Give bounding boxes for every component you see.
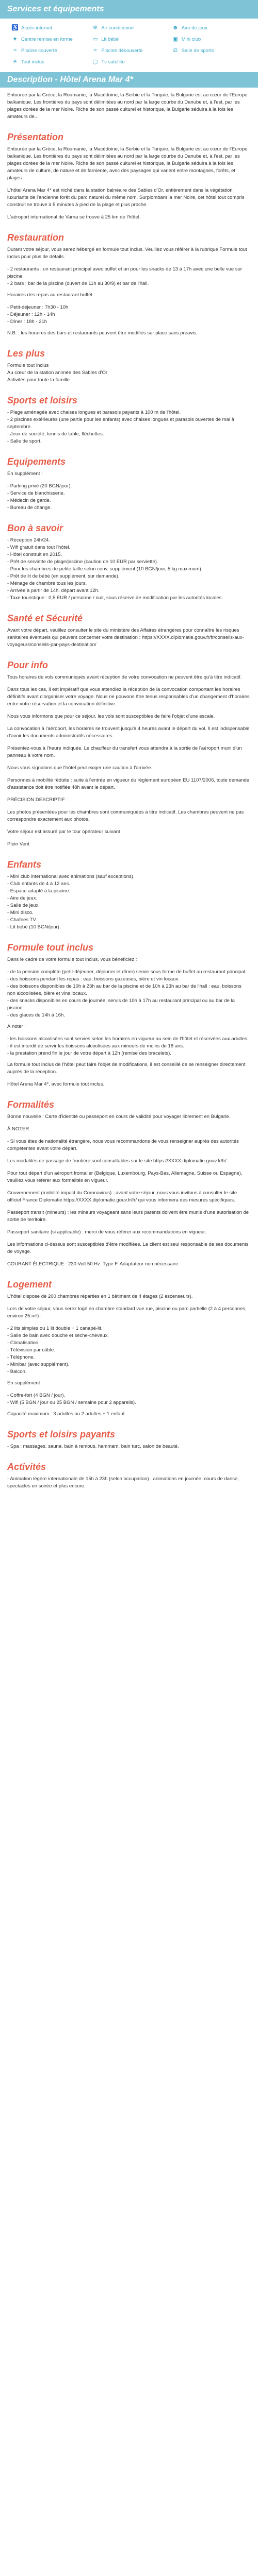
list-item: - Pour les chambres de petite taille selon conv. supplément (10 BGN/jour, 5 kg maximum). [7, 566, 203, 572]
section-paragraph: Dans tous les cas, il est impératif que vous attendiez la réception de la convocation comportant les horaires définitifs avant d'organiser votre voyage. Nous ne pouvons être tenus responsables d'un changement d'horaires entre votre réservation et la convocation définitive. [7, 687, 250, 707]
section-list [7, 537, 251, 602]
list-item: - Hôtel construit en 2015. [7, 552, 62, 557]
equipment-item [11, 59, 86, 65]
section-title: Sports et loisirs payants [7, 1429, 116, 1439]
list-item: - Salle de bain avec douche et sèche-cheveux. [7, 1333, 109, 1338]
section-paragraph: Votre séjour est assuré par le tour opérateur suivant : [7, 829, 123, 835]
services-heading: Services et équipements [0, 0, 258, 19]
snowflake-icon: ❄ [92, 25, 98, 31]
description-content [0, 88, 258, 1490]
list-item: - des snacks disponibles en cours de journée, servis de 10h à 17h au restaurant principal ou au bar de la piscine. [7, 998, 235, 1011]
equipment-label: Tv satellite [101, 59, 125, 65]
list-item: - Médecin de garde. [7, 498, 51, 503]
section-title: Equipements [7, 456, 66, 467]
section-title: Pour info [7, 660, 48, 670]
equipment-grid [0, 19, 258, 72]
section-list [7, 304, 251, 326]
list-item: Formule tout inclus [7, 363, 49, 368]
section-paragraph: Passeport sanitaire (si applicable) : merci de vous référer aux recommandations en vigueur. [7, 1229, 206, 1235]
list-item: - Déjeuner : 12h - 14h [7, 312, 55, 317]
section-list [7, 1392, 251, 1406]
section-title: Activités [7, 1462, 46, 1472]
section-paragraph: Les photos présentées pour les chambres sont communiquées à titre indicatif. Les chambres peuvent ne pas correspondre exactement aux photos. [7, 809, 244, 822]
list-item: - de la pension complète (petit-déjeuner, déjeuner et dîner) servie sous forme de buffet au restaurant principal. [7, 969, 247, 975]
list-item: - Parking privé (20 BGN/jour). [7, 483, 72, 489]
section-paragraph: À noter : [7, 1024, 26, 1029]
list-item: - Espace adapté à la piscine. [7, 888, 70, 894]
section-paragraph: - Si vous êtes de nationalité étrangère, nous vous recommandons de vous renseigner auprès des autorités compétentes avant votre départ. [7, 1139, 239, 1151]
section-list [7, 483, 251, 512]
section-title: Restauration [7, 232, 64, 243]
section-paragraph: En supplément : [7, 1380, 43, 1386]
equipment-item [91, 59, 166, 65]
section-paragraph: Les informations ci-dessus sont susceptibles d'être modifiées. Le client est seul responsable de ses documents de voyage. [7, 1242, 249, 1255]
description-heading: Description - Hôtel Arena Mar 4* [0, 72, 258, 88]
section-paragraph: Horaires des repas au restaurant buffet : [7, 292, 95, 298]
section-paragraph: Présentez-vous à l'heure indiquée. Le chauffeur du transfert vous attendra à la sortie de l'aéroport muni d'un panneau à votre nom. [7, 745, 242, 758]
equipment-item [172, 47, 247, 54]
section-paragraph: N.B. : les horaires des bars et restaurants peuvent être modifiés sur place sans préavis. [7, 330, 198, 336]
list-item: - Mini club international avec animations (sauf exceptions). [7, 874, 135, 879]
list-item: - Plage aménagée avec chaises longues et parasols payants à 100 m de l'hôtel. [7, 410, 181, 415]
tv-icon: ▢ [92, 59, 98, 65]
sun-icon: ☀ [12, 59, 18, 65]
section-paragraph: La formule tout inclus de l'hôtel peut faire l'objet de modifications, il est conseillé de se renseigner directement auprès de la réception. [7, 1062, 246, 1075]
list-item: Activités pour toute la famille [7, 377, 70, 383]
list-item: - Réception 24h/24. [7, 537, 50, 543]
pool-icon: ≈ [13, 47, 17, 54]
list-item: - Service de blanchisserie. [7, 490, 65, 496]
list-item: - Jeux de société, tennis de table, fléchettes. [7, 431, 104, 437]
list-item: - Arrivée à partir de 14h, départ avant 12h. [7, 588, 100, 594]
section-title: Santé et Sécurité [7, 613, 83, 623]
list-item: - des boissons pendant les repas : eau, boissons gazeuses, bière et vin locaux. [7, 976, 180, 982]
section-list [7, 409, 251, 445]
equipment-item [11, 25, 86, 31]
section-paragraph: Gouvernement (mobilité impact du Coronavirus) : avant votre séjour, nous vous invitons à consulter le site officiel France Diplomatie https://XXXX.diplomatie.gouv.fr/fr/ qui vous informera des mesures spécifiques. [7, 1190, 237, 1203]
section-list [7, 969, 251, 1019]
list-item: - Minibar (avec supplément). [7, 1362, 70, 1367]
section-list [7, 266, 251, 287]
list-item: - des boissons disponibles de 10h à 23h au bar de la piscine et de 10h à 23h au bar de l'hall : eau, boissons non alcoolisées, bière et vins locaux. [7, 984, 241, 996]
equipment-label: Air conditionné [101, 25, 134, 31]
list-item: - Bureau de change. [7, 505, 52, 511]
section-list [7, 1036, 251, 1057]
section-title: Bon à savoir [7, 523, 63, 533]
section-paragraph: Passeport transit (mineurs) : les mineurs voyageant sans leurs parents doivent être munis d'une autorisation de sortie de territoire. [7, 1210, 249, 1223]
equipment-label: Centre remise en forme [21, 36, 73, 42]
list-item: Au cœur de la station animée des Sables d'Or [7, 370, 108, 376]
list-item: - Lit bébé (10 BGN/jour). [7, 924, 61, 930]
section-paragraph: Plein Vent [7, 841, 29, 847]
section-paragraph: Avant votre départ, veuillez consulter le site du ministère des Affaires étrangères pour connaître les risques sanitaires éventuels qui peuvent concerner votre destination : https://XXXX.diplomatie.gouv.fr/fr/conseils-aux-voyageurs/conseils-par-pays-destination/ [7, 628, 244, 648]
equipment-label: Accès internet [21, 25, 53, 31]
list-item: - Chaînes TV. [7, 917, 37, 923]
section-paragraph: Entourée par la Grèce, la Roumanie, la Macédoine, la Serbie et la Turquie, la Bulgarie est au cœur de l'Europe balkanique. Les frontières du pays sont délimitées au nord par la large courbe du Danube et, à l'est, par les plages dorées de la mer Noire. Riche de son passé culturel et historique, la Bulgarie séduira à la fois les amateurs de culture, de nature et de farniente, avec des paysages qui varient entre montagnes, forêts, et plages. [7, 146, 248, 181]
list-item: - Salle de sport. [7, 438, 42, 444]
section-paragraph: L'hôtel Arena Mar 4* est niché dans la station balnéaire des Sables d'Or, entièrement dans la végétation luxuriante de l'ancienne forêt du parc naturel du même nom. Surplombant la mer Noire, cet hôtel tout compris construit se trouve à 5 minutes à pied de la plage et plus proche. [7, 188, 245, 208]
list-item: - 2 piscines extérieures (une partie pour les enfants) avec chaises longues et parasols ouvertes de mai à septembre. [7, 417, 234, 430]
section-paragraph: Pour tout départ d'un aéroport frontalier (Belgique, Luxembourg, Pays-Bas, Allemagne, Suisse ou Espagne), veuillez vous référer aux formalités en vigueur. [7, 1171, 243, 1183]
section-paragraph: Les modalités de passage de frontière sont consultables sur le site https://XXXX.diplomatie.gouv.fr/fr/. [7, 1158, 228, 1164]
section-paragraph: Tous horaires de vols communiqués avant réception de votre convocation ne peuvent être qu'à titre indicatif. [7, 674, 242, 680]
list-item: - Télévision par câble. [7, 1347, 55, 1353]
equipment-item [91, 47, 166, 54]
section-paragraph: Bonne nouvelle : Carte d'identité ou passeport en cours de validité pour voyager librement en Bulgarie. [7, 1114, 231, 1120]
list-item: - il est interdit de servir les boissons alcoolisées aux mineurs de moins de 18 ans. [7, 1043, 184, 1049]
list-item: - les boissons alcoolisées sont servies selon les horaires en vigueur au sein de l'hôtel et réservées aux adultes. [7, 1036, 249, 1042]
equipment-item [91, 36, 166, 42]
intro-text: Entourée par la Grèce, la Roumanie, la Macédoine, la Serbie et la Turquie, la Bulgarie est au cœur de l'Europe balkanique. Les frontières du pays sont délimitées au nord par la large courbe du Danube et, à l'est, par les plages dorées de la mer Noire. Riche de son passé culturel et historique, la Bulgarie séduira à la fois les amateurs de... [7, 92, 248, 120]
equipment-item [11, 47, 86, 54]
list-item: - Prêt de lit de bébé (en supplément, sur demande). [7, 573, 120, 579]
section-paragraph: L'hôtel dispose de 200 chambres réparties en 1 bâtiment de 4 étages (2 ascenseurs). [7, 1294, 193, 1299]
list-item: - Taxe touristique : 0,5 EUR / personne / nuit, sous réserve de modification par les autorités locales. [7, 595, 223, 601]
list-item: - Aire de jeux. [7, 895, 38, 901]
section-paragraph: Lors de votre séjour, vous serez logé en chambre standard vue rue, piscine ou parc partielle (2 à 4 personnes, environ 25 m²) : [7, 1306, 247, 1319]
equipment-item [172, 36, 247, 42]
pool-icon: ≈ [93, 47, 97, 54]
bed-icon: ▭ [92, 36, 98, 42]
equipment-label: Lit bébé [101, 36, 119, 42]
dumbbell-icon: ⚖ [172, 47, 178, 54]
minibar-icon: ▣ [172, 36, 178, 42]
section-paragraph: Nous vous informons que pour ce séjour, les vols sont susceptibles de faire l'objet d'une escale. [7, 714, 215, 719]
list-item: - Ménage de chambre tous les jours. [7, 581, 87, 586]
section-title: Sports et loisirs [7, 395, 78, 405]
equipment-label: Salle de sports [181, 47, 214, 54]
section-paragraph: Dans le cadre de votre formule tout inclus, vous bénéficiez : [7, 957, 137, 962]
section-paragraph: À NOTER : [7, 1126, 32, 1132]
section-paragraph: PRÉCISION DESCRIPTIF : [7, 797, 68, 803]
section-list [7, 873, 251, 931]
section-paragraph: La convocation à l'aéroport, les horaires se trouvent jusqu'à 4 heures avant le départ du vol. Il est indispensable d'avoir les documents administratifs nécessaires. [7, 726, 250, 739]
list-item: - Coffre-fort (4 BGN / jour). [7, 1393, 66, 1398]
section-paragraph: - Spa : massages, sauna, bain à remous, hammam, bain turc, salon de beauté. [7, 1444, 179, 1449]
section-list [7, 1325, 251, 1376]
list-item: - Balcon. [7, 1369, 27, 1375]
list-item: - Club enfants de 4 à 12 ans. [7, 881, 70, 887]
section-title: Enfants [7, 859, 42, 870]
list-item: - la prestation prend fin le jour de votre départ à 12h (remise des bracelets). [7, 1050, 171, 1056]
wheelchair-icon: ♿ [11, 25, 19, 31]
equipment-item [172, 25, 247, 31]
equipment-label: Piscine couverte [21, 47, 57, 54]
list-item: - Mini disco. [7, 910, 34, 916]
section-paragraph: Hôtel Arena Mar 4*, avec formule tout inclus. [7, 1081, 104, 1087]
section-list [7, 362, 251, 384]
equipment-label: Mini club [181, 36, 201, 42]
section-paragraph: L'aéroport international de Varna se trouve à 25 km de l'hôtel. [7, 214, 141, 220]
equipment-label: Tout inclus [21, 59, 44, 65]
section-paragraph: Personnes à mobilité réduite : suite à l'entrée en vigueur du règlement européen EU 1107/2006, toute demande d'assistance doit être notifiée 48h avant le départ. [7, 777, 250, 790]
list-item: - Wifi gratuit dans tout l'hôtel. [7, 545, 71, 550]
section-paragraph: COURANT ÉLECTRIQUE : 230 Volt 50 Hz. Type F. Adaptateur non nécessaire. [7, 1261, 180, 1267]
section-paragraph: Capacité maximum : 3 adultes ou 2 adultes + 1 enfant. [7, 1411, 126, 1417]
list-item: - 2 lits simples ou 1 lit double + 1 canapé-lit. [7, 1326, 103, 1331]
section-title: Formalités [7, 1099, 55, 1110]
list-item: - Salle de jeux. [7, 903, 40, 908]
list-item: - Prêt de serviette de plage/piscine (caution de 10 EUR par serviette). [7, 559, 158, 565]
list-item: - Dîner : 18h - 21h [7, 319, 47, 325]
equipment-label: Piscine découverte [101, 47, 143, 54]
equipment-item [91, 25, 166, 31]
list-item: - Petit-déjeuner : 7h30 - 10h [7, 304, 69, 310]
section-title: Présentation [7, 132, 64, 142]
list-item: - Wifi (5 BGN / jour ou 25 BGN / semaine pour 2 appareils). [7, 1400, 136, 1405]
list-item: - Climatisation. [7, 1340, 40, 1346]
list-item: - Téléphone. [7, 1354, 35, 1360]
equipment-label: Aire de jeux [181, 25, 207, 31]
section-paragraph: - Animation légère internationale de 15h à 23h (selon occupation) : animations en journée, cours de danse, spectacles en soirée et plus encore. [7, 1476, 239, 1489]
section-paragraph: Nous vous signalons que l'hôtel peut exiger une caution à l'arrivée. [7, 765, 152, 771]
fitness-icon: ♥ [13, 36, 17, 42]
list-item: - 2 restaurants : un restaurant principal avec buffet et un pour les snacks de 13 à 17h avec une belle vue sur piscine [7, 266, 243, 279]
section-paragraph: En supplément : [7, 471, 43, 477]
section-title: Les plus [7, 348, 45, 359]
list-item: - 2 bars : bar de la piscine (ouvert de 11h au 30/9) et bar de l'hall. [7, 281, 149, 286]
playground-icon: ☻ [172, 25, 179, 31]
equipment-item [11, 36, 86, 42]
section-title: Logement [7, 1279, 52, 1290]
section-title: Formule tout inclus [7, 942, 94, 953]
list-item: - des glaces de 14h à 16h. [7, 1012, 65, 1018]
section-paragraph: Durant votre séjour, vous serez hébergé en formule tout inclus. Veuillez vous référer à la rubrique Formule tout inclus pour plus de détails. [7, 247, 247, 260]
